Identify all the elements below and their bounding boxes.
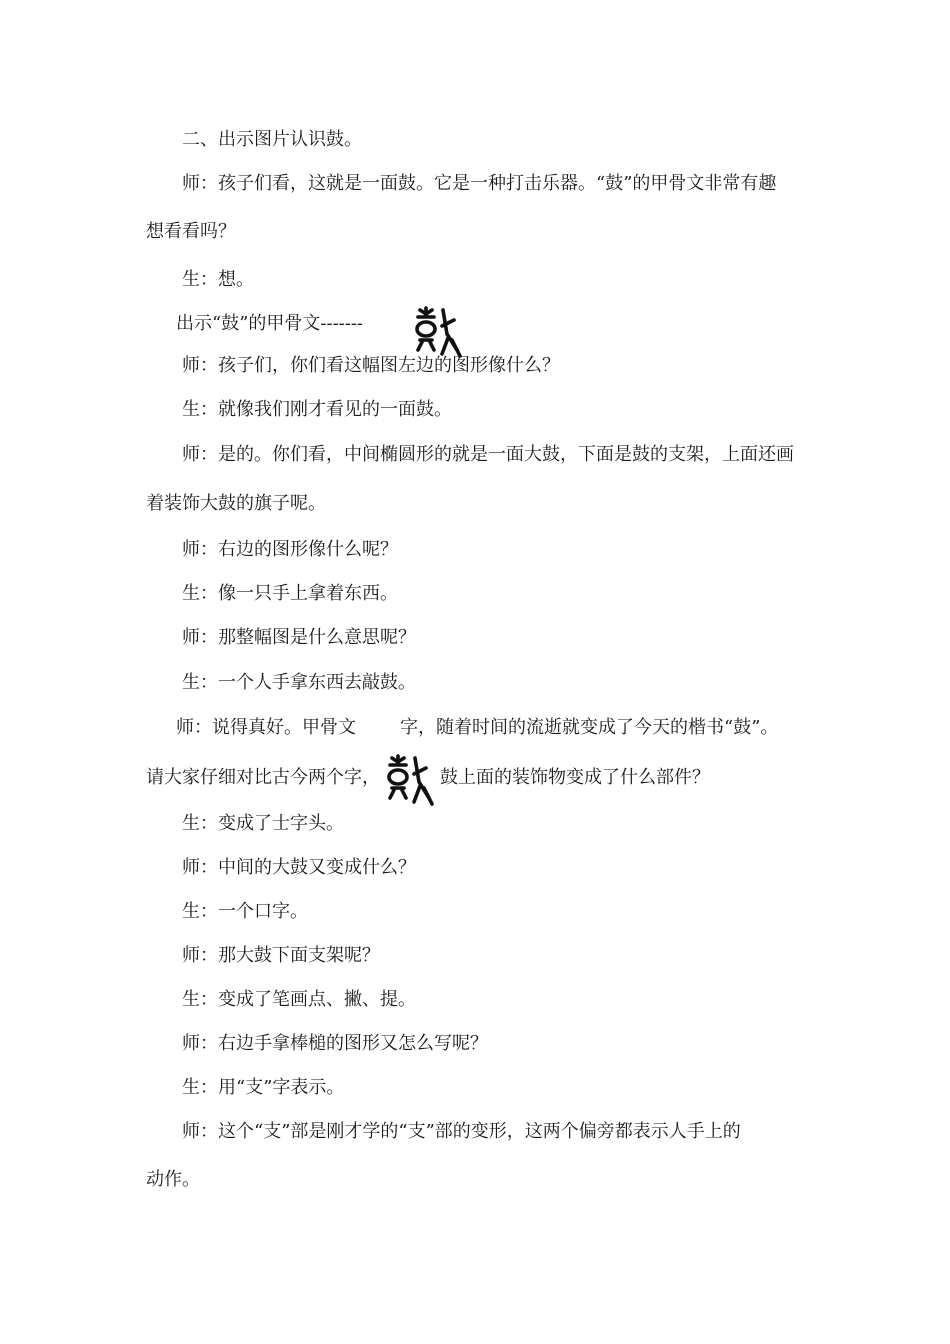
paragraph-line: 生：就像我们刚才看见的一面鼓。 bbox=[182, 399, 452, 420]
paragraph-line: 师：右边手拿棒槌的图形又怎么写呢？ bbox=[182, 1033, 488, 1054]
paragraph-line: 着装饰大鼓的旗子呢。 bbox=[146, 493, 326, 514]
paragraph-line: 想看看吗？ bbox=[146, 221, 236, 242]
paragraph-line: 字，随着时间的流逝就变成了今天的楷书“鼓”。 bbox=[400, 717, 779, 738]
paragraph-line: 师：中间的大鼓又变成什么？ bbox=[182, 857, 416, 878]
paragraph-line: 请大家仔细对比古今两个字， bbox=[146, 767, 380, 788]
paragraph-line: 生：变成了笔画点、撇、提。 bbox=[182, 989, 416, 1010]
paragraph-line: 生：用“支”字表示。 bbox=[182, 1077, 345, 1098]
section-heading: 二、出示图片认识鼓。 bbox=[182, 129, 362, 150]
paragraph-line: 师：孩子们，你们看这幅图左边的图形像什么？ bbox=[182, 355, 560, 376]
paragraph-line: 师：右边的图形像什么呢？ bbox=[182, 539, 398, 560]
paragraph-line: 生：像一只手上拿着东西。 bbox=[182, 583, 398, 604]
paragraph-line: 生：一个口字。 bbox=[182, 901, 308, 922]
paragraph-line: 师：那整幅图是什么意思呢？ bbox=[182, 627, 416, 648]
paragraph-line: 师：说得真好。甲骨文 bbox=[176, 717, 356, 738]
paragraph-line: 师：这个“支”部是刚才学的“支”部的变形，这两个偏旁都表示人手上的 bbox=[182, 1121, 741, 1142]
paragraph-line: 出示“鼓”的甲骨文------- bbox=[176, 313, 363, 334]
paragraph-line: 生：一个人手拿东西去敲鼓。 bbox=[182, 672, 416, 693]
paragraph-line: 动作。 bbox=[146, 1169, 200, 1190]
paragraph-line: 师：是的。你们看，中间椭圆形的就是一面大鼓，下面是鼓的支架，上面还画 bbox=[182, 444, 794, 465]
paragraph-line: 生：想。 bbox=[182, 269, 254, 290]
paragraph-line: 师：孩子们看，这就是一面鼓。它是一种打击乐器。“鼓”的甲骨文非常有趣 bbox=[182, 173, 777, 194]
paragraph-line: 师：那大鼓下面支架呢？ bbox=[182, 945, 380, 966]
paragraph-line: 生：变成了士字头。 bbox=[182, 813, 344, 834]
paragraph-line: 鼓上面的装饰物变成了什么部件？ bbox=[440, 767, 710, 788]
oracle-bone-gu-glyph-icon bbox=[384, 752, 440, 812]
